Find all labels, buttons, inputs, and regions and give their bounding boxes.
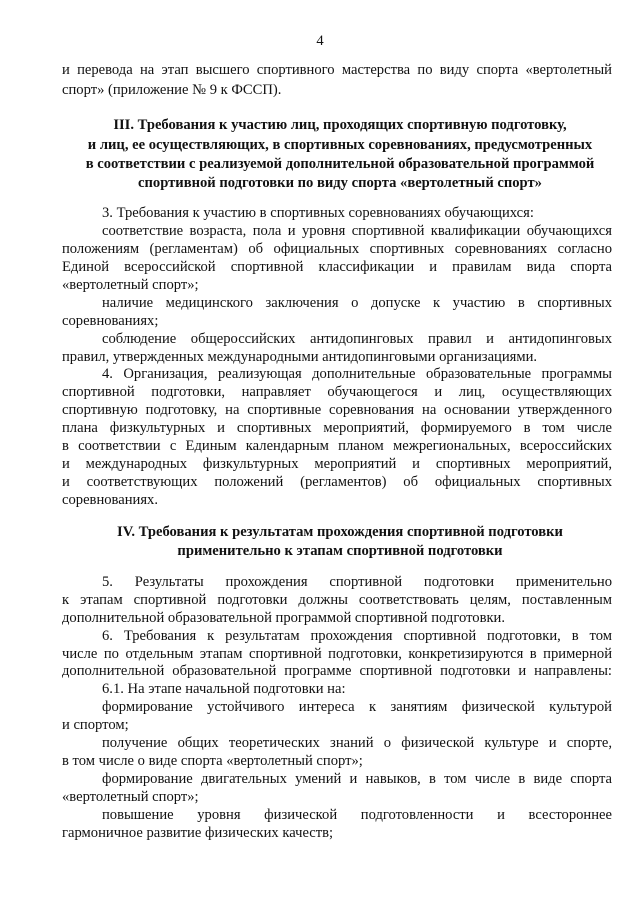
paragraph-line: «вертолетный спорт»; xyxy=(62,277,199,293)
paragraph-line: соревнованиях; xyxy=(62,313,159,329)
paragraph-line: положениям (регламентам) об официальных спортивных соревнованиях согласно xyxy=(62,241,612,257)
paragraph-line: повышение уровня физической подготовленности и всестороннее xyxy=(102,807,612,823)
paragraph-line: дополнительной образовательной программой спортивной подготовки. xyxy=(62,610,506,626)
page-number: 4 xyxy=(316,33,324,49)
paragraph-line: 5. Результаты прохождения спортивной подготовки применительно xyxy=(102,574,612,590)
paragraph-line: получение общих теоретических знаний о физической культуре и спорте, xyxy=(102,735,612,751)
paragraph-line: спортивную подготовку, на спортивные соревнования на основании утвержденного xyxy=(62,402,612,418)
paragraph-line: правил, утвержденных международными антидопинговыми организациями. xyxy=(62,349,538,365)
paragraph-line: формирование устойчивого интереса к занятиям физической культурой xyxy=(102,699,612,715)
paragraph-line: плана физкультурных и спортивных мероприятий, формируемого в том числе xyxy=(62,420,612,436)
section-heading: и лиц, ее осуществляющих, в спортивных соревнованиях, предусмотренных xyxy=(87,137,593,153)
paragraph-line: и соответствующих положений (регламентов) об официальных спортивных xyxy=(62,474,612,490)
paragraph-line: соревнованиях. xyxy=(62,492,158,508)
paragraph-line: Единой всероссийской спортивной классификации и правилам вида спорта xyxy=(62,259,612,275)
section-heading: применительно к этапам спортивной подготовки xyxy=(177,543,503,559)
paragraph-line: 3. Требования к участию в спортивных соревнованиях обучающихся: xyxy=(102,205,534,221)
paragraph-line: соответствие возраста, пола и уровня спортивной квалификации обучающихся xyxy=(102,223,612,239)
paragraph-line: «вертолетный спорт»; xyxy=(62,789,199,805)
paragraph-line: 4. Организация, реализующая дополнительные образовательные программы xyxy=(102,366,612,382)
section-heading: в соответствии с реализуемой дополнительной образовательной программой xyxy=(85,156,595,172)
paragraph-line: формирование двигательных умений и навыков, в том числе в виде спорта xyxy=(102,771,612,787)
intro-line: спорт» (приложение № 9 к ФССП). xyxy=(62,82,282,98)
paragraph-line: дополнительной образовательной программе спортивной подготовки и направлены: xyxy=(62,663,612,679)
section-heading: III. Требования к участию лиц, проходящих спортивную подготовку, xyxy=(113,117,567,133)
section-heading: спортивной подготовки по виду спорта «вертолетный спорт» xyxy=(138,175,542,191)
section-heading: IV. Требования к результатам прохождения спортивной подготовки xyxy=(117,524,563,540)
paragraph-line: и спортом; xyxy=(62,717,129,733)
paragraph-line: 6. Требования к результатам прохождения спортивной подготовки, в том xyxy=(102,628,612,644)
paragraph-line: соблюдение общероссийских антидопинговых правил и антидопинговых xyxy=(102,331,612,347)
paragraph-line: к этапам спортивной подготовки должны соответствовать целям, поставленным xyxy=(62,592,612,608)
paragraph-line: в соответствии с Единым календарным планом межрегиональных, всероссийских xyxy=(62,438,612,454)
paragraph-line: гармоничное развитие физических качеств; xyxy=(62,825,334,841)
paragraph-line: числе по отдельным этапам спортивной подготовки, конкретизируются в примерной xyxy=(62,646,612,662)
paragraph-line: спортивной подготовки, направляет обучающегося и лиц, осуществляющих xyxy=(62,384,612,400)
intro-line: и перевода на этап высшего спортивного мастерства по виду спорта «вертолетный xyxy=(62,62,612,78)
paragraph-line: и международных физкультурных мероприятий и спортивных мероприятий, xyxy=(62,456,612,472)
paragraph-line: 6.1. На этапе начальной подготовки на: xyxy=(102,681,346,697)
paragraph-line: наличие медицинского заключения о допуске к участию в спортивных xyxy=(102,295,612,311)
paragraph-line: в том числе о виде спорта «вертолетный спорт»; xyxy=(62,753,363,769)
